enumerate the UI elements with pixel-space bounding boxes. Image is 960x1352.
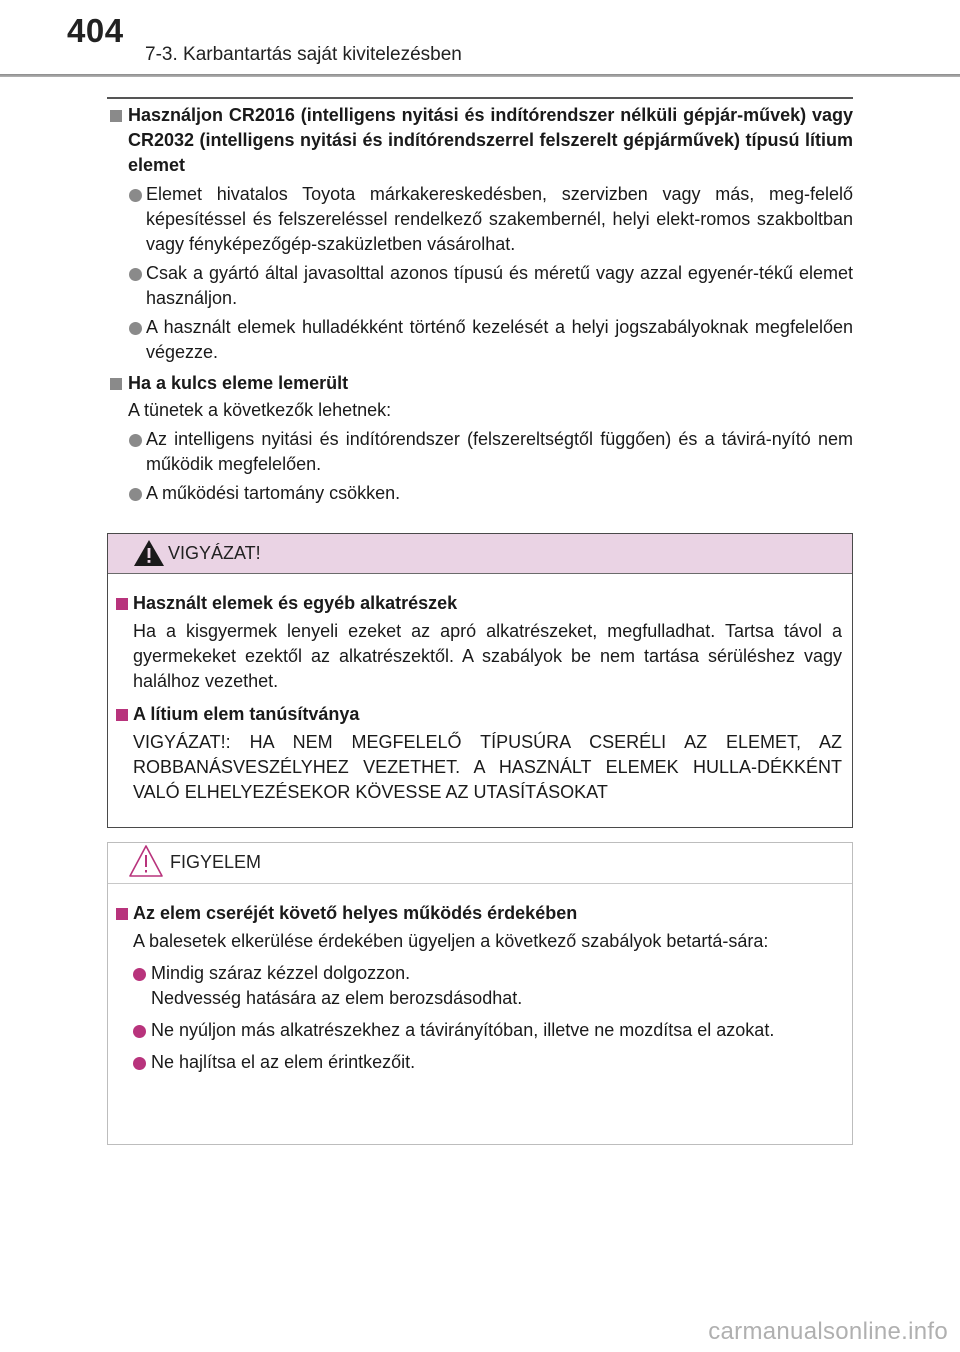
round-bullet-icon	[129, 488, 142, 501]
warning-text: VIGYÁZAT!: HA NEM MEGFELELŐ TÍPUSÚRA CSERÉLI AZ ELEMET, AZ ROBBANÁSVESZÉLYHEZ VEZETHET. A HASZNÁLT ELEMEK HULLA-DÉKKÉNT VALÓ ELHELYEZÉSEKOR KÖVESSE AZ UTASÍTÁSOKAT	[133, 732, 842, 802]
round-bullet-icon	[129, 189, 142, 202]
list-item: A működési tartomány csökken.	[107, 481, 853, 506]
content-top-divider	[107, 97, 853, 99]
list-item: A használt elemek hulladékként történő kezelését a helyi jogszabályoknak megfelelően végezze.	[107, 315, 853, 365]
round-bullet-icon	[133, 968, 146, 981]
warning-title: VIGYÁZAT!	[168, 543, 261, 563]
warning-section-heading: Használt elemek és egyéb alkatrészek	[116, 591, 842, 616]
watermark: carmanualsonline.info	[708, 1318, 948, 1345]
round-bullet-icon	[129, 322, 142, 335]
list-item: Elemet hivatalos Toyota márkakereskedésben, szervizben vagy más, meg-felelő képesítéssel és felszereléssel rendelkező szakembernél, helyi elekt-romos szakboltban vagy fényképezőgép-szaküzletben vásárolhat.	[107, 182, 853, 257]
chapter-title: 7-3. Karbantartás saját kivitelezésben	[145, 44, 462, 65]
notice-text: A balesetek elkerülése érdekében ügyeljen a következő szabályok betartá-sára:	[133, 931, 769, 951]
warning-section-heading: A lítium elem tanúsítványa	[116, 702, 842, 727]
main-content	[107, 103, 853, 510]
square-bullet-icon	[110, 110, 122, 122]
square-bullet-icon	[116, 709, 128, 721]
warning-body	[108, 574, 852, 805]
list-item: Mindig száraz kézzel dolgozzon. Nedvesség hatására az elem berozsdásodhat.	[116, 961, 842, 1011]
warning-text: Ha a kisgyermek lenyeli ezeket az apró alkatrészeket, megfulladhat. Tartsa távol a gyermekeket ezektől az alkatrészektől. A szabályok be nem tartása sérüléshez vagy halálhoz vezethet.	[133, 621, 842, 691]
warning-box	[107, 533, 853, 828]
list-item: Ne hajlítsa el az elem érintkezőit.	[116, 1050, 842, 1075]
header-divider	[0, 74, 960, 77]
section-heading: Használjon CR2016 (intelligens nyitási és indítórendszer nélküli gépjár-művek) vagy CR2032 (intelligens nyitási és indítórendszerrel felszerelt gépjárművek) típusú lítium elemet	[107, 103, 853, 178]
round-bullet-icon	[129, 434, 142, 447]
notice-title: FIGYELEM	[170, 852, 262, 872]
square-bullet-icon	[110, 378, 122, 390]
page-number: 404	[67, 12, 124, 49]
round-bullet-icon	[133, 1025, 146, 1038]
list-item: Ne nyúljon más alkatrészekhez a távirányítóban, illetve ne mozdítsa el azokat.	[116, 1018, 842, 1043]
page-header	[0, 0, 960, 78]
caution-outline-triangle-icon	[128, 844, 164, 878]
round-bullet-icon	[129, 268, 142, 281]
list-item: Az intelligens nyitási és indítórendszer (felszereltségtől függően) és a távirá-nyító nem működik megfelelően.	[107, 427, 853, 477]
square-bullet-icon	[116, 598, 128, 610]
section-battery-depleted	[107, 371, 853, 506]
notice-body	[108, 884, 852, 1075]
warning-header	[108, 534, 852, 574]
notice-header	[108, 843, 852, 884]
notice-box	[107, 842, 853, 1145]
section-battery-type	[107, 103, 853, 365]
section-intro: A tünetek a következők lehetnek:	[128, 400, 392, 420]
warning-triangle-icon	[133, 538, 165, 568]
notice-section-heading: Az elem cseréjét követő helyes működés érdekében	[116, 901, 842, 926]
section-heading: Ha a kulcs eleme lemerült	[107, 371, 853, 396]
list-item: Csak a gyártó által javasolttal azonos típusú és méretű vagy azzal egyenér-tékű elemet használjon.	[107, 261, 853, 311]
square-bullet-icon	[116, 908, 128, 920]
round-bullet-icon	[133, 1057, 146, 1070]
